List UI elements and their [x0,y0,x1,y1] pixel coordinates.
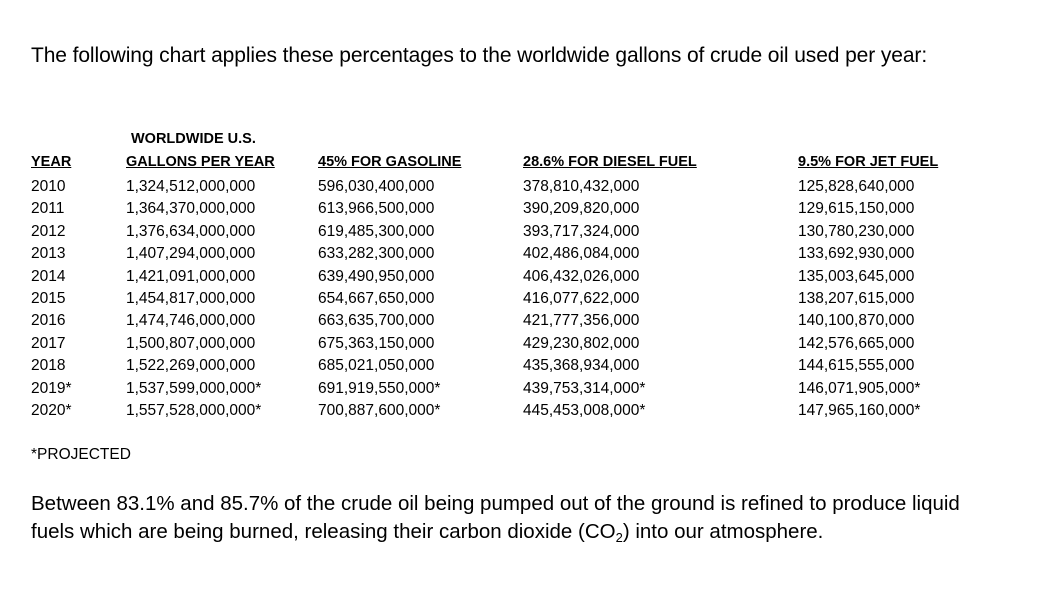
co2-subscript: 2 [615,530,623,545]
table-cell: 135,003,645,000 [798,267,915,285]
table-cell: 1,537,599,000,000* [126,379,262,397]
table-cell: 619,485,300,000 [318,222,435,240]
table-cell: 1,407,294,000,000 [126,245,256,263]
table-cell: 140,100,870,000 [798,312,915,330]
header-year: YEAR [31,154,72,170]
header-gasoline: 45% FOR GASOLINE [318,154,462,170]
table-cell: 685,021,050,000 [318,357,435,375]
table-cell: 2020* [31,402,72,420]
table-cell: 421,777,356,000 [523,312,640,330]
table-cell: 402,486,084,000 [523,245,640,263]
table-cell: 390,209,820,000 [523,200,640,218]
table-cell: 406,432,026,000 [523,267,640,285]
table-cell: 2017 [31,334,66,352]
table-cell: 2018 [31,357,66,375]
table-cell: 1,364,370,000,000 [126,200,256,218]
table-cell: 133,692,930,000 [798,245,915,263]
table-cell: 146,071,905,000* [798,379,921,397]
table-cell: 439,753,314,000* [523,379,646,397]
table-cell: 613,966,500,000 [318,200,435,218]
table-cell: 429,230,802,000 [523,334,640,352]
column-jet [798,176,920,422]
table-cell: 2014 [31,267,66,285]
table-cell: 2012 [31,222,66,240]
table-cell: 1,474,746,000,000 [126,312,256,330]
column-year [31,176,72,422]
table-cell: 1,557,528,000,000* [126,402,262,420]
intro-text: The following chart applies these percentages to the worldwide gallons of crude oil used per year: [31,44,928,67]
table-cell: 1,421,091,000,000 [126,267,256,285]
table-cell: 125,828,640,000 [798,178,915,195]
table-cell: 435,368,934,000 [523,357,640,375]
table-cell: 1,454,817,000,000 [126,290,256,308]
table-cell: 138,207,615,000 [798,290,915,308]
header-jet: 9.5% FOR JET FUEL [798,154,939,170]
footnote: *PROJECTED [31,446,131,463]
column-diesel [523,176,645,422]
closing-line-2-end: ) into our atmosphere. [622,520,824,543]
table-cell: 691,919,550,000* [318,379,441,397]
closing-paragraph [31,490,960,546]
header-diesel: 28.6% FOR DIESEL FUEL [523,154,697,170]
table-cell: 129,615,150,000 [798,200,915,218]
table-cell: 144,615,555,000 [798,357,915,375]
header-worldwide: WORLDWIDE U.S. [131,131,256,147]
table-cell: 393,717,324,000 [523,222,640,240]
column-gasoline [318,176,440,422]
table-cell: 147,965,160,000* [798,402,921,420]
table-cell: 1,522,269,000,000 [126,357,256,375]
table-cell: 654,667,650,000 [318,290,435,308]
header-gallons: GALLONS PER YEAR [126,154,275,170]
table-cell: 663,635,700,000 [318,312,435,330]
column-gallons [126,176,261,422]
table-cell: 378,810,432,000 [523,178,640,195]
table-cell: 2016 [31,312,66,330]
table-cell: 633,282,300,000 [318,245,435,263]
table-cell: 639,490,950,000 [318,267,435,285]
table-cell: 445,453,008,000* [523,402,646,420]
table-cell: 2011 [31,200,65,218]
table-cell: 596,030,400,000 [318,178,435,195]
table-cell: 2013 [31,245,66,263]
table-cell: 1,324,512,000,000 [126,178,256,195]
table-cell: 142,576,665,000 [798,334,915,352]
closing-line-2-start: fuels which are being burned, releasing their carbon dioxide (CO [31,520,616,543]
table-cell: 2015 [31,290,66,308]
table-cell: 700,887,600,000* [318,402,441,420]
table-cell: 2010 [31,178,66,195]
table-cell: 2019* [31,379,72,397]
table-cell: 130,780,230,000 [798,222,915,240]
closing-line-1: Between 83.1% and 85.7% of the crude oil being pumped out of the ground is refined to produce liquid [31,492,960,515]
table-cell: 1,376,634,000,000 [126,222,256,240]
closing-line-2 [31,518,960,546]
table-cell: 1,500,807,000,000 [126,334,256,352]
table-cell: 675,363,150,000 [318,334,435,352]
table-cell: 416,077,622,000 [523,290,640,308]
